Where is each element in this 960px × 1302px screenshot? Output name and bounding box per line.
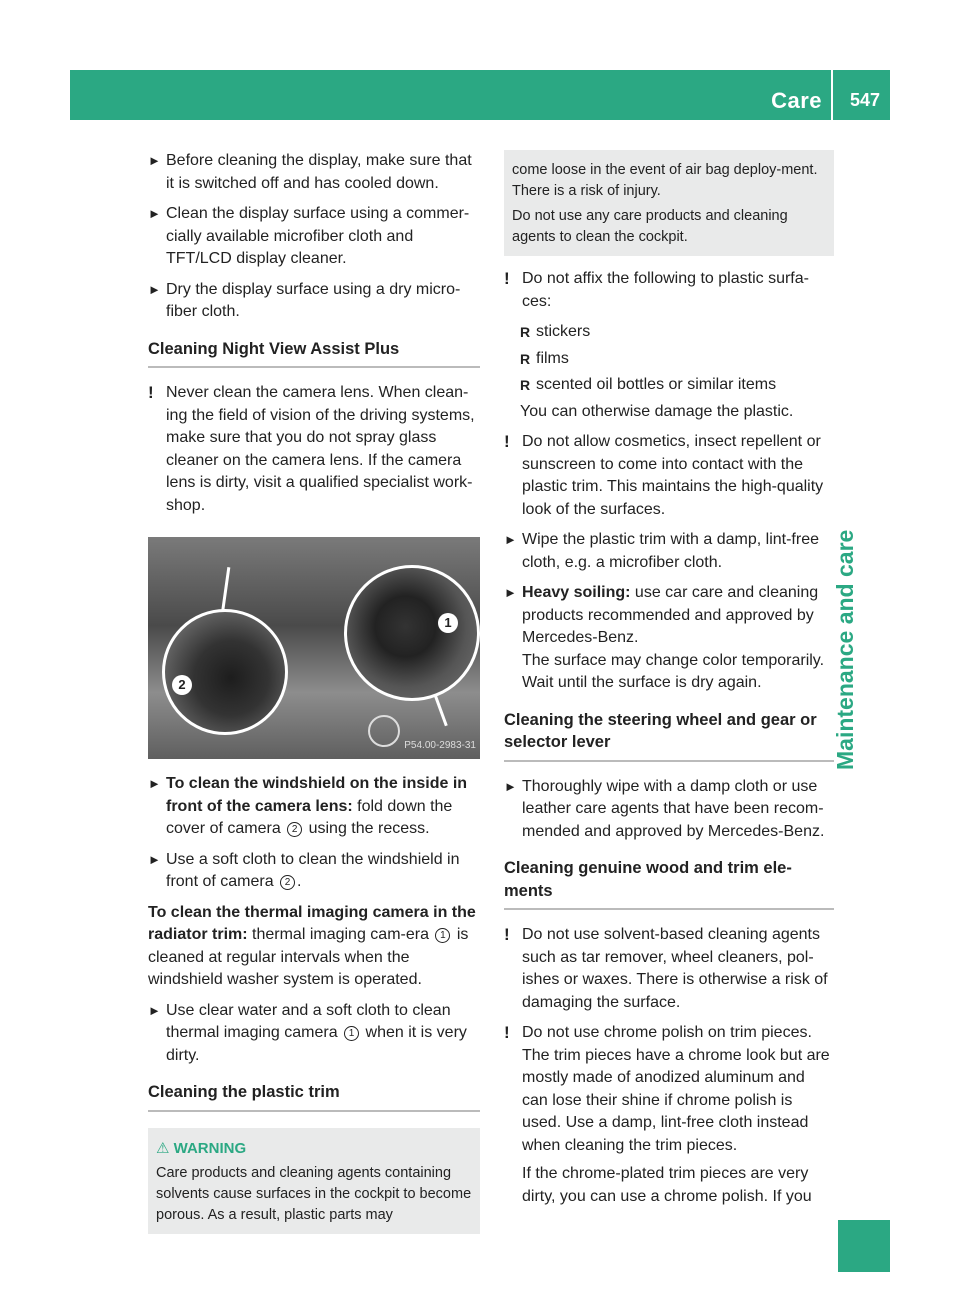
paragraph: To clean the thermal imaging camera in the radiator trim: thermal imaging cam-era 1 is cleaned at regular intervals when the windshield washer system is operated. [148, 903, 476, 988]
section-heading: Cleaning the plastic trim [148, 1081, 480, 1112]
paragraph: If the chrome-plated trim pieces are very dirty, you can use a chrome polish. If you [522, 1165, 812, 1205]
section-title: Care [771, 88, 822, 113]
ref-marker: 1 [344, 1026, 359, 1041]
list-item: R stickers [520, 321, 834, 344]
chapter-tab: Maintenance and care [832, 529, 858, 770]
arrow-icon: ► [148, 851, 161, 867]
pointer-line [221, 567, 231, 615]
instruction-step: ► Dry the display surface using a dry micro-fiber cloth. [148, 280, 461, 320]
callout-2: 2 [172, 675, 192, 695]
caution-note: ! Do not affix the following to plastic surfa-ces: [504, 269, 809, 310]
section-heading: Cleaning genuine wood and trim ele-ments [504, 857, 834, 910]
image-code: P54.00-2983-31 [404, 739, 476, 751]
arrow-icon: ► [148, 281, 161, 297]
list-item: R films [520, 348, 834, 371]
warning-text: Care products and cleaning agents containing solvents cause surfaces in the cockpit to become porous. As a result, plastic parts may [156, 1164, 472, 1223]
instruction-step: ► Use a soft cloth to clean the windshield in front of camera 2 . [148, 850, 460, 890]
instruction-step: ► Clean the display surface using a commer-cially available microfiber cloth and TFT/LCD display cleaner. [148, 205, 470, 267]
exclamation-icon: ! [504, 1023, 510, 1042]
exclamation-icon: ! [504, 269, 510, 288]
warning-text: come loose in the event of air bag deploy-ment. There is a risk of injury. [512, 162, 818, 199]
paragraph: You can otherwise damage the plastic. [520, 402, 794, 420]
arrow-icon: ► [148, 206, 161, 221]
instruction-step: ► Thoroughly wipe with a damp cloth or use leather care agents that have been recom-mended and approved by Mercedes-Benz. [504, 777, 825, 840]
ref-marker: 1 [435, 928, 450, 943]
header-bar [70, 70, 890, 120]
exclamation-icon: ! [148, 383, 154, 402]
arrow-icon: ► [504, 532, 517, 547]
section-heading: Cleaning Night View Assist Plus [148, 338, 480, 369]
warning-heading: ⚠ WARNING [156, 1139, 247, 1157]
arrow-icon: ► [148, 153, 161, 168]
instruction-step: ► Before cleaning the display, make sure that it is switched off and has cooled down. [148, 152, 472, 192]
bullet-icon: R [520, 324, 531, 340]
section-heading: Cleaning the steering wheel and gear or selector lever [504, 709, 834, 762]
arrow-icon: ► [148, 776, 161, 791]
instruction-step: ► Heavy soiling: use car care and cleaning products recommended and approved by Mercedes-Benz. The surface may change color temporarily. Wait until the surface is dry again. [504, 584, 825, 691]
caution-note: ! Never clean the camera lens. When clean-ing the field of vision of the driving systems, make sure that you do not spray glass cleaner on the camera lens. If the camera lens is dirty, visit a qualified specialist work-shop. [148, 383, 475, 514]
arrow-icon: ► [504, 585, 517, 600]
ref-marker: 2 [287, 822, 302, 837]
warning-text: Do not use any care products and cleaning agents to clean the cockpit. [512, 208, 788, 245]
caution-note: ! Do not use chrome polish on trim pieces. The trim pieces have a chrome look but are mostly made of anodized aluminum and can lose their shine if chrome polish is used. Use a damp, lint-free cloth instead when cleaning the trim pieces. If the chrome-plated trim pieces are very dirty, you can use a chrome polish. If you [504, 1022, 834, 1208]
instruction-step: ► To clean the windshield on the inside in front of the camera lens: fold down the cover of camera 2 using the recess. [148, 775, 468, 837]
right-column [504, 150, 834, 1216]
arrow-icon: ► [148, 1002, 161, 1018]
page-number: 547 [849, 90, 880, 110]
camera-location-photo [148, 537, 480, 759]
warning-triangle-icon: ⚠ [156, 1139, 170, 1157]
caution-note: ! Do not use solvent-based cleaning agents such as tar remover, wheel cleaners, pol-ishes or waxes. There is otherwise a risk of damaging the surface. [504, 925, 828, 1011]
bullet-icon: R [520, 350, 531, 367]
thermal-camera-zoom [344, 565, 480, 701]
exclamation-icon: ! [504, 432, 510, 451]
left-column [148, 150, 480, 1234]
instruction-step: ► Use clear water and a soft cloth to clean thermal imaging camera 1 when it is very dirty. [148, 1001, 467, 1064]
mercedes-star-icon [368, 715, 400, 747]
list-item: R scented oil bottles or similar items [520, 374, 834, 397]
windshield-camera-zoom [162, 609, 288, 735]
callout-1: 1 [438, 613, 458, 633]
header-divider [831, 70, 833, 120]
arrow-icon: ► [504, 778, 517, 794]
instruction-step: ► Wipe the plastic trim with a damp, lint-free cloth, e.g. a microfiber cloth. [504, 531, 819, 571]
warning-box-continued [504, 150, 834, 256]
warning-box [148, 1128, 480, 1234]
chapter-marker [838, 1220, 890, 1272]
exclamation-icon: ! [504, 925, 510, 944]
bullet-icon: R [520, 377, 531, 393]
caution-note: ! Do not allow cosmetics, insect repellent or sunscreen to come into contact with the plastic trim. This maintains the high-quality look of the surfaces. [504, 432, 824, 518]
ref-marker: 2 [280, 875, 295, 890]
